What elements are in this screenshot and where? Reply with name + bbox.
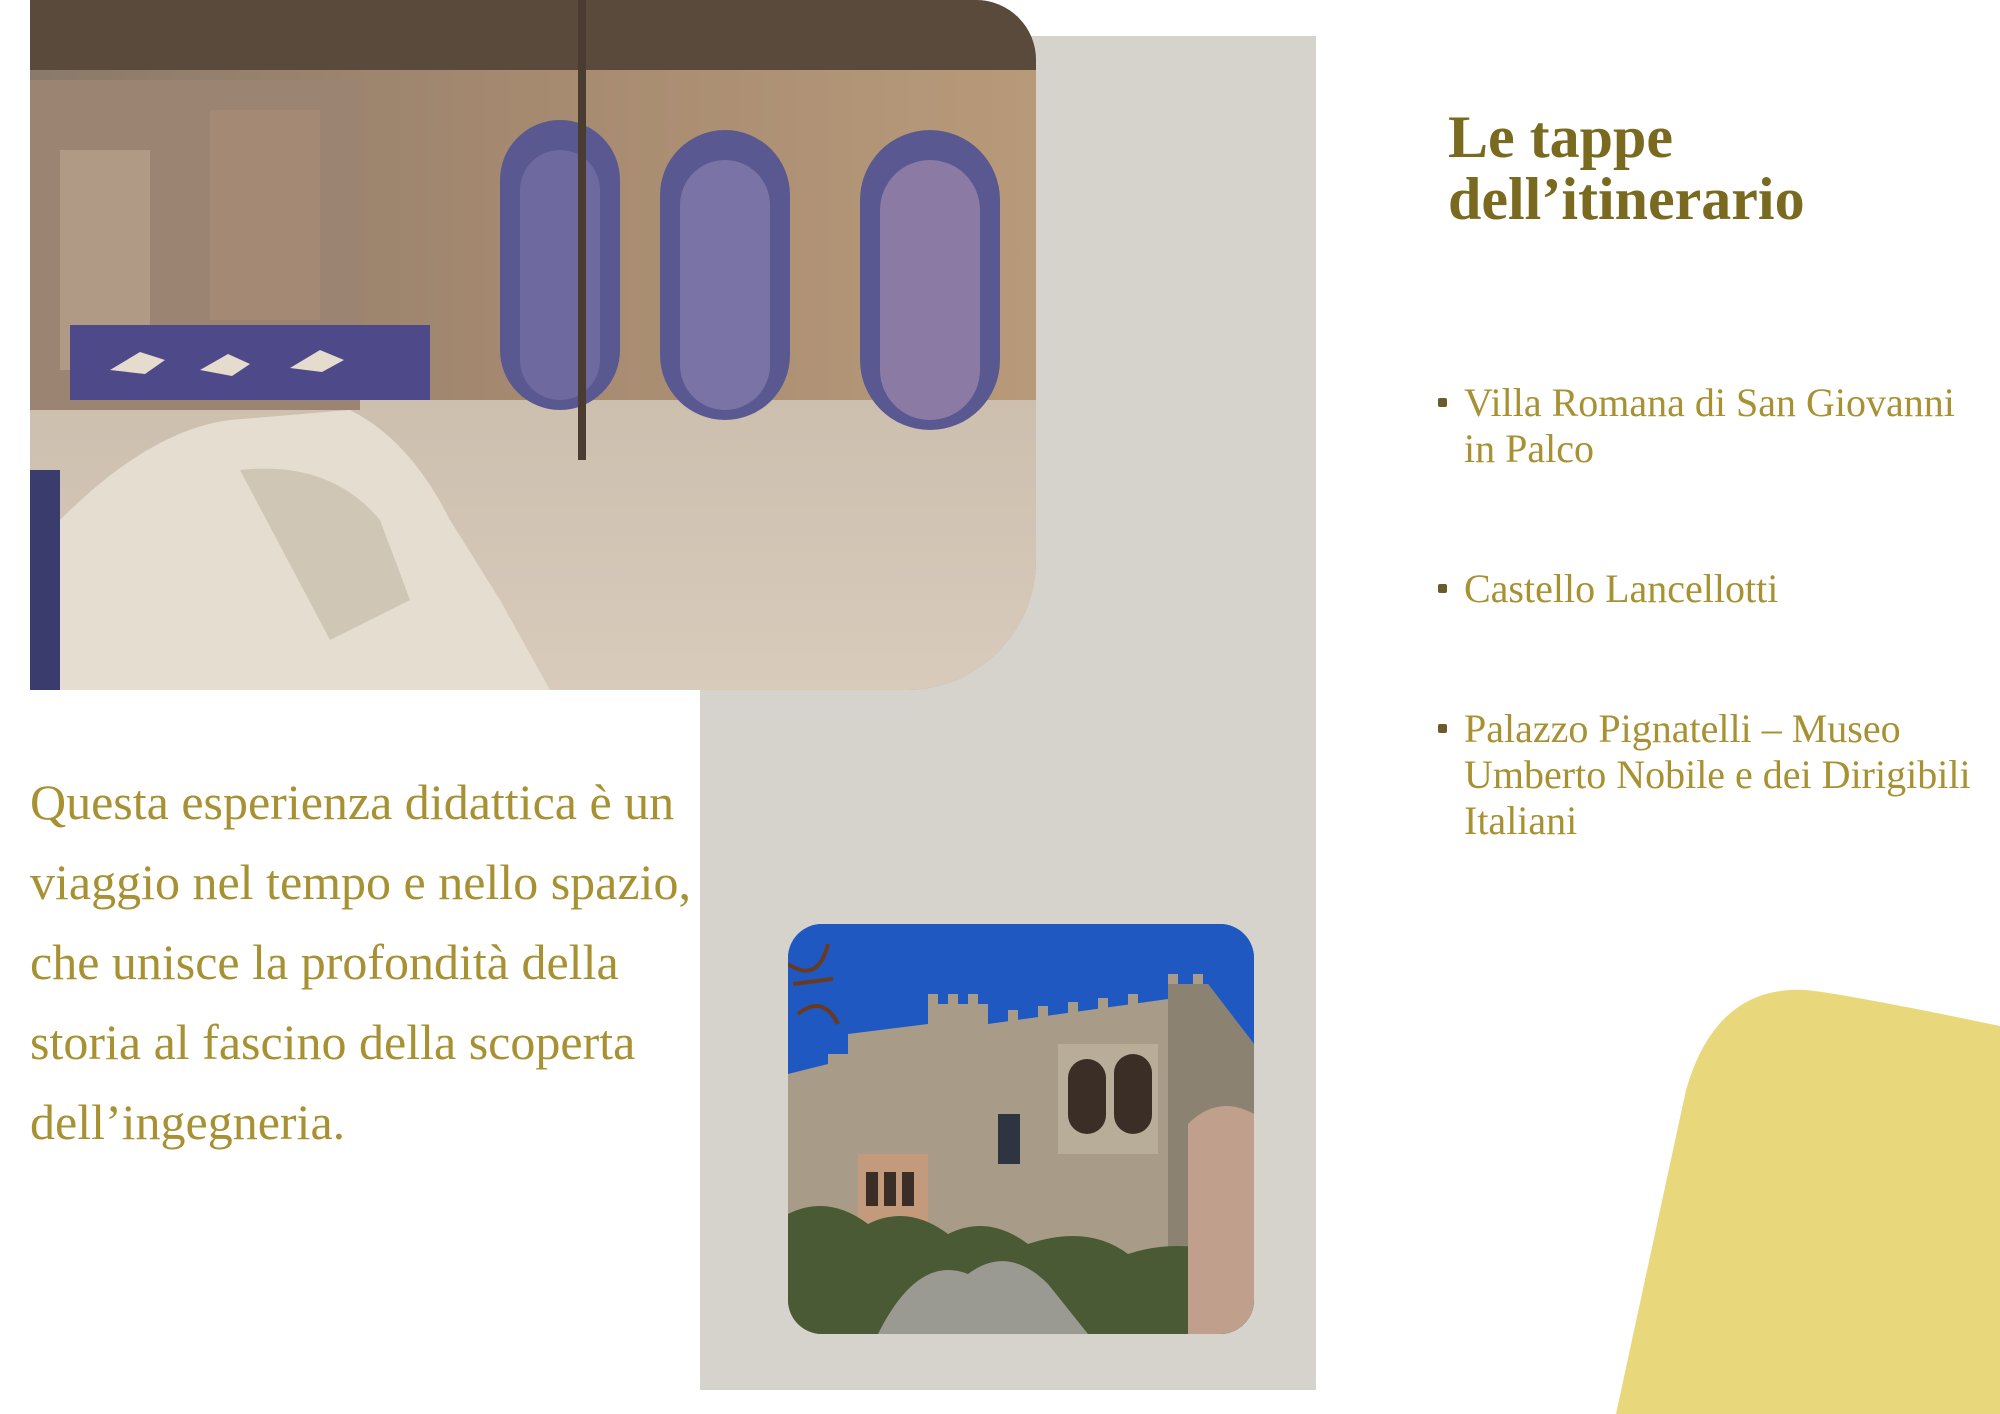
list-item xyxy=(1434,380,1974,472)
itinerary-title xyxy=(1448,106,1968,230)
bullet-icon xyxy=(1438,584,1447,593)
title-line-1: Le tappe xyxy=(1448,104,1673,170)
title-line-2: dell’itinerario xyxy=(1448,166,1805,232)
bullet-icon xyxy=(1438,398,1447,407)
bullet-icon xyxy=(1438,724,1447,733)
stop-label: Villa Romana di San Giovanni in Palco xyxy=(1464,380,1955,471)
list-item xyxy=(1434,706,1974,844)
castello-lancellotti-photo xyxy=(788,924,1254,1334)
decorative-yellow-shape xyxy=(1616,980,2000,1414)
stop-label: Castello Lancellotti xyxy=(1464,566,1779,611)
intro-paragraph: Questa esperienza didattica è un viaggio nel tempo e nello spazio, che unisce la profondità della storia al fascino della scoperta dell’ingegneria. xyxy=(30,774,691,1150)
villa-romana-photo xyxy=(30,0,1036,690)
stop-label: Palazzo Pignatelli – Museo Umberto Nobile e dei Dirigibili Italiani xyxy=(1464,706,1971,843)
list-item xyxy=(1434,566,1974,612)
